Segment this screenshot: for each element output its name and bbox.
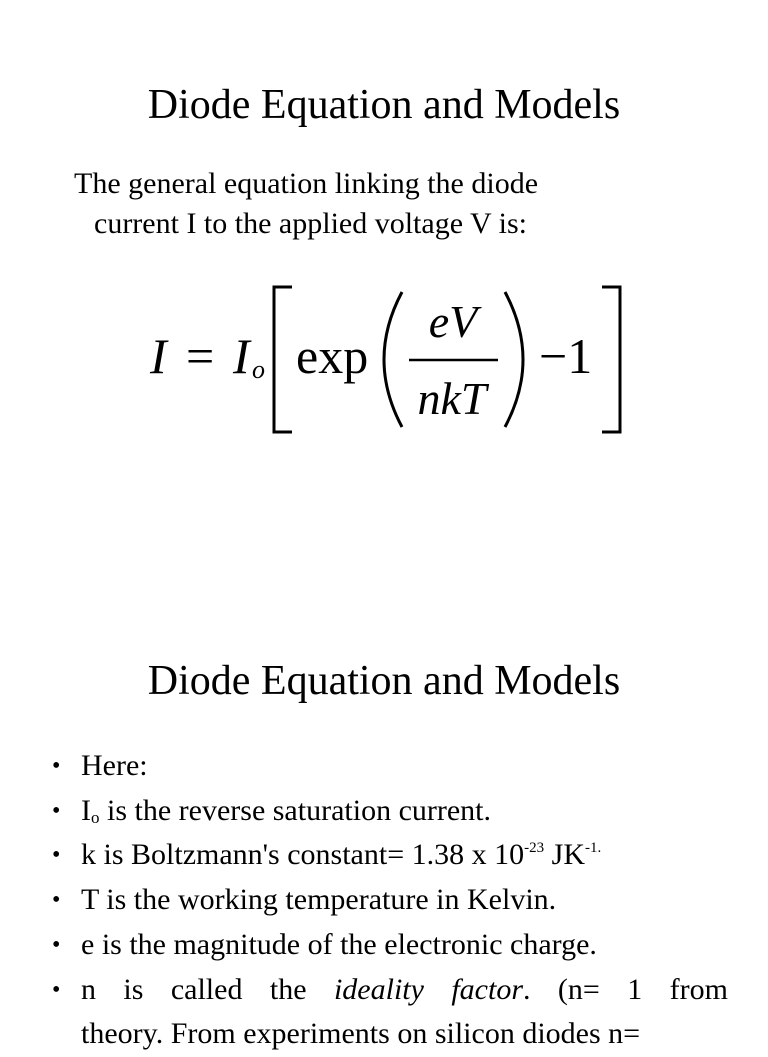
list-item: [52, 744, 728, 789]
eq-right-bracket: [602, 287, 620, 432]
eq-left-paren: [384, 292, 402, 427]
list-item: [52, 789, 728, 834]
bullet-text: n is called the: [81, 972, 334, 1006]
bullet-subscript: o: [91, 807, 100, 827]
bullet-dot: •: [52, 887, 61, 914]
list-item: [52, 1012, 728, 1057]
eq-coef-sub: o: [252, 355, 265, 384]
slide-2-title: Diode Equation and Models: [147, 658, 621, 704]
bullet-exponent: -23: [524, 840, 545, 857]
bullet-list: [52, 744, 728, 1057]
eq-numerator: eV: [428, 296, 478, 347]
eq-minus-one: −1: [539, 328, 593, 384]
bullet-text: k is Boltzmann's constant= 1.38 x 10: [81, 838, 525, 872]
eq-lhs: I: [150, 328, 167, 384]
bullet-text: Here:: [81, 749, 148, 782]
diode-equation: [130, 280, 650, 445]
eq-left-bracket: [274, 287, 292, 432]
bullet-dot: •: [52, 753, 61, 779]
eq-func: exp: [296, 328, 369, 384]
slide-1-title: Diode Equation and Models: [147, 82, 621, 128]
bullet-symbol: I: [81, 793, 91, 827]
slide-2: [0, 600, 768, 1051]
bullet-dot: •: [52, 976, 61, 1003]
bullet-dot: •: [52, 931, 61, 958]
bullet-dot: •: [52, 797, 61, 824]
bullet-text: is the reverse saturation current.: [99, 793, 492, 827]
eq-right-paren: [505, 292, 523, 427]
intro-text: [74, 164, 538, 244]
list-item: [52, 968, 728, 1013]
bullet-exponent: -1.: [584, 840, 602, 857]
bullet-text: theory. From experiments on silicon diodes n=: [81, 1017, 641, 1051]
list-item: [52, 923, 728, 968]
bullet-emphasis: ideality factor: [333, 972, 524, 1006]
bullet-unit: JK: [544, 838, 585, 872]
list-item: [52, 878, 728, 923]
bullet-dot: •: [52, 842, 61, 869]
bullet-text: e is the magnitude of the electronic charge.: [81, 927, 597, 961]
intro-line-1: The general equation linking the diode: [74, 167, 539, 200]
list-item: [52, 833, 728, 878]
eq-equals: =: [186, 328, 215, 384]
intro-line-2: current I to the applied voltage V is:: [94, 207, 527, 240]
eq-denominator: nkT: [417, 373, 487, 424]
bullet-text: T is the working temperature in Kelvin.: [81, 883, 557, 917]
bullet-text: . (n= 1 from: [523, 972, 728, 1006]
eq-coef: I: [233, 328, 250, 384]
